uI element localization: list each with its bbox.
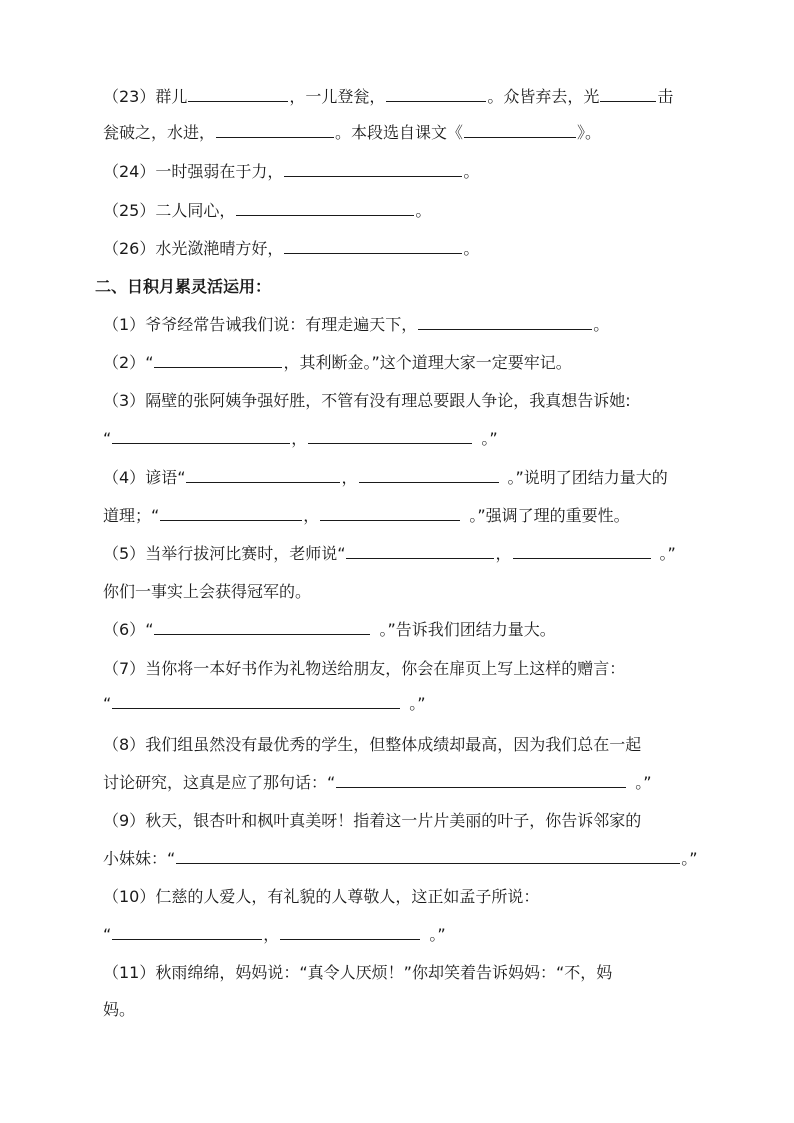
s4-line-1: （4）谚语“ ， 。”说明了团结力量大的 — [103, 468, 668, 487]
q25-line: （25）二人同心， 。 — [103, 201, 432, 220]
answer-blank[interactable] — [284, 161, 462, 177]
s10-line-2: “ ， 。” — [103, 925, 446, 944]
q23-line-2: 瓮破之，水进， 。本段选自课文《 》。 — [103, 123, 602, 142]
s7-line-2: “ 。” — [103, 694, 426, 713]
answer-blank[interactable] — [176, 848, 680, 864]
q24-line: （24）一时强弱在于力， 。 — [103, 162, 480, 181]
answer-blank[interactable] — [216, 122, 334, 138]
s11-line-2: 妈。 — [103, 1000, 136, 1019]
answer-blank[interactable] — [308, 428, 472, 444]
s3-line-1: （3）隔壁的张阿姨争强好胜，不管有没有理总要跟人争论，我真想告诉她: — [103, 391, 631, 410]
answer-blank[interactable] — [154, 619, 370, 635]
answer-blank[interactable] — [112, 428, 290, 444]
answer-blank[interactable] — [236, 200, 414, 216]
answer-blank[interactable] — [600, 86, 656, 102]
s5-line-1: （5）当举行拔河比赛时，老师说“ ， 。” — [103, 544, 676, 563]
answer-blank[interactable] — [280, 924, 420, 940]
s2-line: （2）“ ，其利断金。”这个道理大家一定要牢记。 — [103, 353, 572, 372]
s3-line-2: “ ， 。” — [103, 429, 498, 448]
answer-blank[interactable] — [346, 543, 494, 559]
s8-line-2: 讨论研究，这真是应了那句话：“ 。” — [103, 773, 652, 792]
s7-line-1: （7）当你将一本好书作为礼物送给朋友，你会在扉页上写上这样的赠言： — [103, 659, 626, 678]
answer-blank[interactable] — [160, 505, 302, 521]
answer-blank[interactable] — [284, 238, 462, 254]
s1-line: （1）爷爷经常告诫我们说：有理走遍天下， 。 — [103, 315, 610, 334]
section-heading: 二、日积月累灵活运用： — [95, 277, 272, 296]
s10-line-1: （10）仁慈的人爱人，有礼貌的人尊敬人，这正如孟子所说： — [103, 887, 540, 906]
q26-line: （26）水光潋滟晴方好， 。 — [103, 239, 480, 258]
answer-blank[interactable] — [513, 543, 651, 559]
answer-blank[interactable] — [359, 467, 499, 483]
answer-blank[interactable] — [154, 352, 282, 368]
answer-blank[interactable] — [320, 505, 460, 521]
answer-blank[interactable] — [186, 467, 340, 483]
s8-line-1: （8）我们组虽然没有最优秀的学生，但整体成绩却最高，因为我们总在一起 — [103, 735, 642, 754]
answer-blank[interactable] — [464, 122, 576, 138]
s4-line-2: 道理；“ ， 。”强调了理的重要性。 — [103, 506, 630, 525]
s5-line-2: 你们一事实上会获得冠军的。 — [103, 582, 312, 601]
s9-line-1: （9）秋天，银杏叶和枫叶真美呀！指着这一片片美丽的叶子，你告诉邻家的 — [103, 811, 642, 830]
answer-blank[interactable] — [112, 924, 262, 940]
answer-blank[interactable] — [418, 314, 592, 330]
answer-blank[interactable] — [336, 772, 626, 788]
s9-line-2: 小妹妹：“ 。” — [103, 849, 698, 868]
answer-blank[interactable] — [188, 86, 288, 102]
answer-blank[interactable] — [386, 86, 486, 102]
s6-line: （6）“ 。”告诉我们团结力量大。 — [103, 620, 556, 639]
s11-line-1: （11）秋雨绵绵，妈妈说：“真令人厌烦！”你却笑着告诉妈妈：“不，妈 — [103, 963, 613, 982]
answer-blank[interactable] — [112, 693, 400, 709]
q23-line-1: （23）群儿 ，一儿登瓮， 。众皆弃去，光 击 — [103, 87, 674, 106]
